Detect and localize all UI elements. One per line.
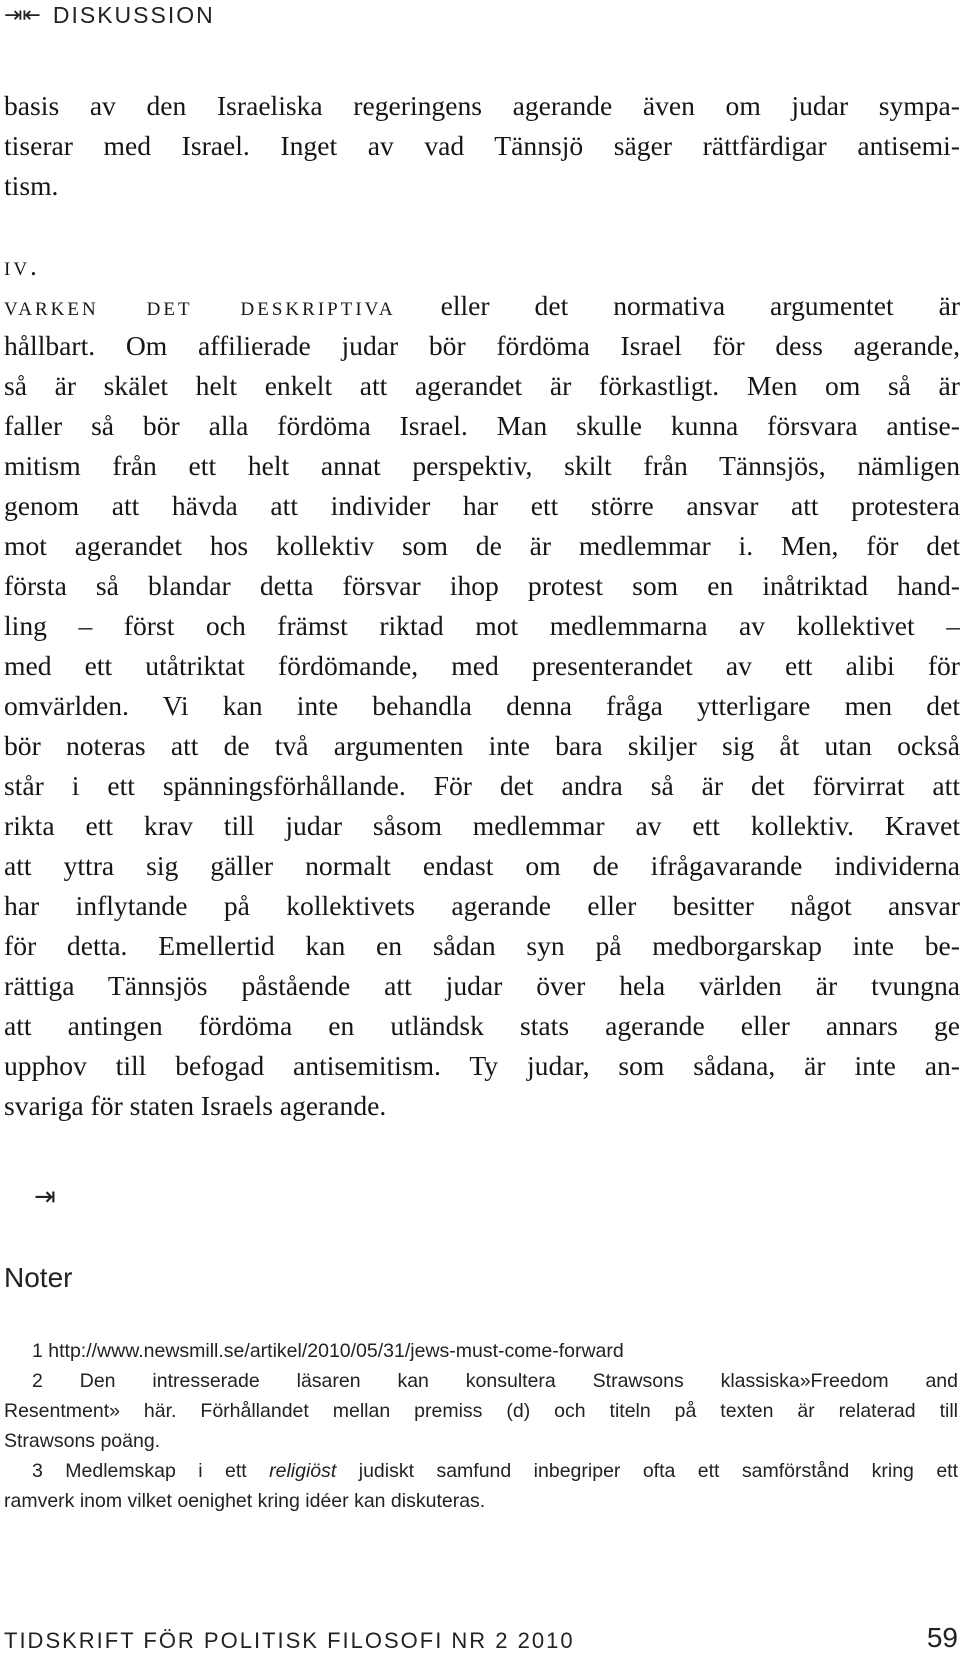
body-line: svariga för staten Israels agerande. <box>4 1090 387 1121</box>
body-line: första så blandar detta försvar ihop protest som en inåtriktad hand- <box>4 570 960 601</box>
section-label: DISKUSSION <box>52 1 215 28</box>
body-line: tism. <box>4 170 59 201</box>
notes-heading: Noter <box>4 1262 73 1293</box>
body-line: att yttra sig gäller normalt endast om de ifrågavarande individerna <box>4 850 960 881</box>
body-line: bör noteras att de två argumenten inte bara skiljer sig åt utan också <box>4 730 960 761</box>
running-header <box>4 0 215 30</box>
page-number: 59 <box>926 1622 958 1653</box>
section-number: iv. <box>4 250 40 281</box>
body-text <box>4 86 960 1126</box>
body-line: tiserar med Israel. Inget av vad Tännsjö säger rättfärdigar antisemi- <box>4 130 960 161</box>
running-footer <box>4 1622 958 1654</box>
body-line: hållbart. Om affilierade judar bör fördöma Israel för dess agerande, <box>4 330 960 361</box>
body-line: ling – först och främst riktad mot medlemmarna av kollektivet – <box>4 610 960 641</box>
body-line: har inflytande på kollektivets agerande eller besitter något ansvar <box>4 890 960 921</box>
body-line: faller så bör alla fördöma Israel. Man skulle kunna försvara antise- <box>4 410 960 441</box>
footnote-3-line: ramverk inom vilket oenighet kring idéer kan diskuteras. <box>4 1490 486 1512</box>
body-line: med ett utåtriktat fördömande, med presenterandet av ett alibi för <box>4 650 960 681</box>
body-line: basis av den Israeliska regeringens agerande även om judar sympa- <box>4 90 960 121</box>
body-line: så är skälet helt enkelt att agerandet är förkastligt. Men om så är <box>4 370 960 401</box>
footnote-1: 1 http://www.newsmill.se/artikel/2010/05/31/jews-must-come-forward <box>32 1340 624 1362</box>
body-line: för detta. Emellertid kan en sådan syn på medborgarskap inte be- <box>4 930 960 961</box>
footnotes <box>4 1336 958 1516</box>
journal-title: TIDSKRIFT FÖR POLITISK FILOSOFI NR 2 2010 <box>4 1628 575 1653</box>
arrow-right-left-bar-icon: ⇥⇤ <box>4 2 41 27</box>
footnote-2-line: Resentment» här. Förhållandet mellan premiss (d) och titeln på texten är relaterad till <box>4 1400 958 1422</box>
footnote-2-line: 2 Den intresserade läsaren kan konsultera Strawsons klassiska»Freedom and <box>32 1370 958 1392</box>
body-line: genom att hävda att individer har ett större ansvar att protestera <box>4 490 960 521</box>
footnote-3-suffix: judiskt samfund inbegriper ofta ett samförstånd kring ett <box>336 1460 958 1482</box>
body-line: mitism från ett helt annat perspektiv, skilt från Tännsjös, nämligen <box>4 450 960 481</box>
body-line: upphov till befogad antisemitism. Ty judar, som sådana, är inte an- <box>4 1050 960 1081</box>
section-opening-line <box>4 286 960 326</box>
arrow-right-bar-icon: ⇥ <box>34 1182 56 1212</box>
body-line: står i ett spänningsförhållande. För det andra så är det förvirrat att <box>4 770 960 801</box>
body-line: att antingen fördöma en utländsk stats agerande eller annars ge <box>4 1010 960 1041</box>
body-line: rättiga Tännsjös påstående att judar över hela världen är tvungna <box>4 970 960 1001</box>
body-line: mot agerandet hos kollektiv som de är medlemmar i. Men, för det <box>4 530 960 561</box>
footnote-3-emphasis: religiöst <box>269 1460 337 1482</box>
body-line: eller det normativa argumentet är <box>440 290 960 321</box>
footnote-2-line: Strawsons poäng. <box>4 1430 161 1452</box>
body-line: rikta ett krav till judar såsom medlemmar av ett kollektiv. Kravet <box>4 810 960 841</box>
body-line: omvärlden. Vi kan inte behandla denna fråga ytterligare men det <box>4 690 960 721</box>
section-lead: varken det deskriptiva <box>4 290 396 321</box>
footnote-3-prefix: 3 Medlemskap i ett <box>32 1460 270 1482</box>
footnote-3-line <box>4 1456 958 1486</box>
